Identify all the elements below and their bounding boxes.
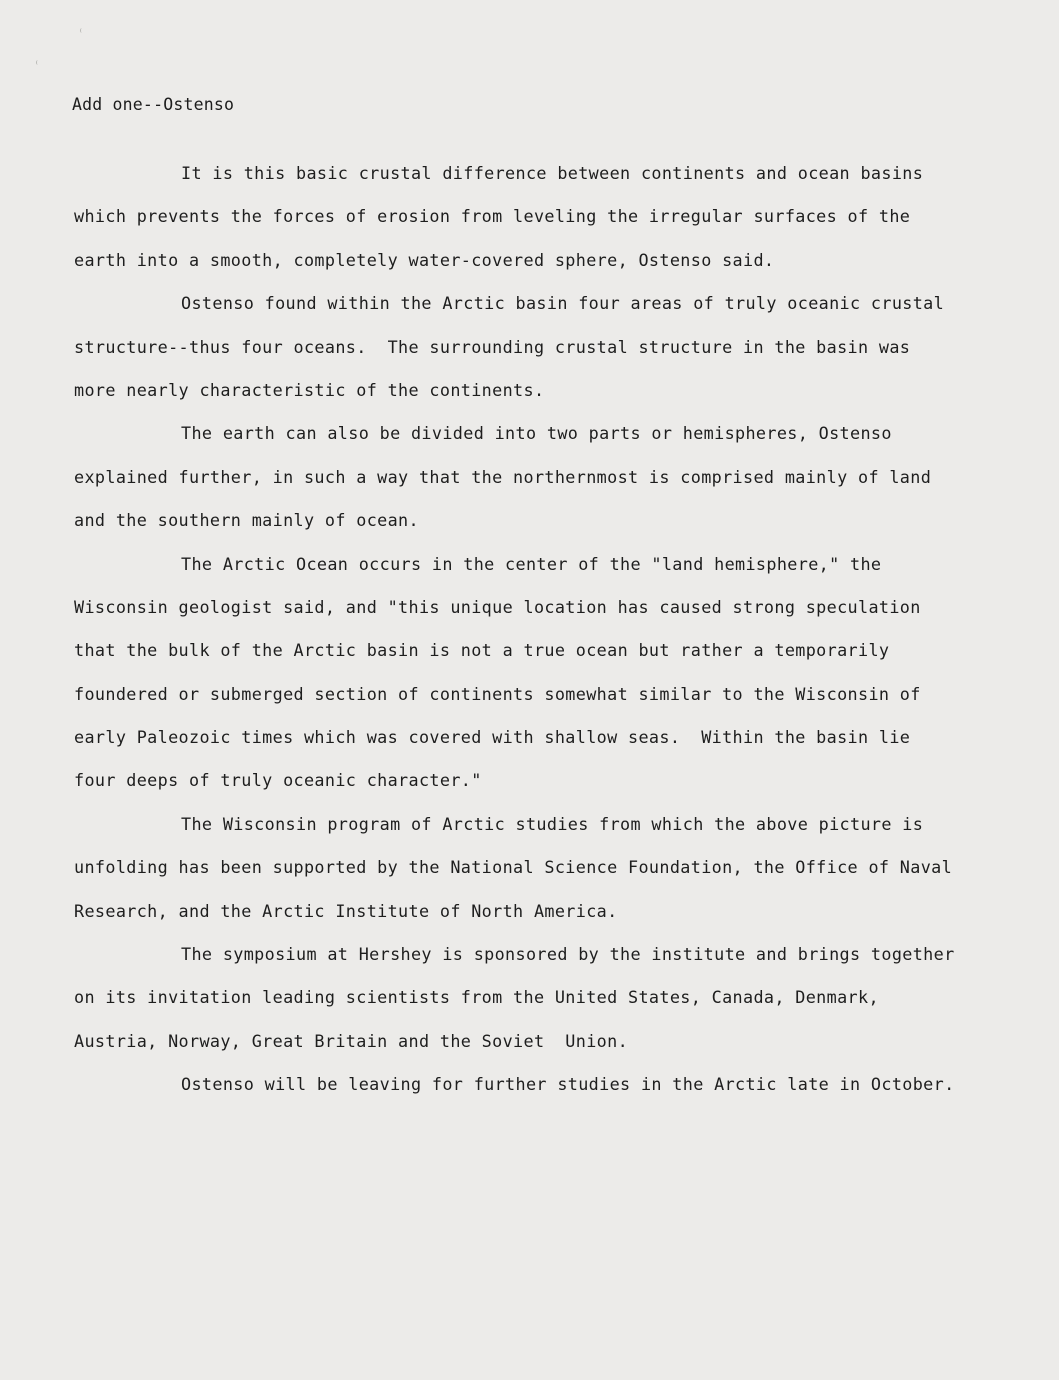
text-line: unfolding has been supported by the National Science Foundation, the Office of Naval xyxy=(74,857,953,878)
text-line: Ostenso found within the Arctic basin four areas of truly oceanic crustal xyxy=(181,293,945,314)
text-line: The Arctic Ocean occurs in the center of the "land hemisphere," the xyxy=(181,553,882,574)
text-line: structure--thus four oceans. The surrounding crustal structure in the basin was xyxy=(74,336,911,357)
paragraph xyxy=(74,412,994,542)
text-line: and the southern mainly of ocean. xyxy=(74,510,419,531)
paper-speck xyxy=(36,60,40,65)
paragraph xyxy=(74,933,994,1063)
text-line: explained further, in such a way that the northernmost is comprised mainly of land xyxy=(74,466,932,487)
paragraph xyxy=(74,543,994,803)
paper-speck xyxy=(80,28,84,33)
paragraph xyxy=(74,803,994,933)
text-line: Ostenso will be leaving for further studies in the Arctic late in October. xyxy=(181,1074,955,1095)
text-line: four deeps of truly oceanic character." xyxy=(74,770,482,791)
text-line: Austria, Norway, Great Britain and the Soviet Union. xyxy=(74,1030,629,1051)
text-line: Wisconsin geologist said, and "this unique location has caused strong speculation xyxy=(74,596,921,617)
document-body xyxy=(74,152,994,1107)
text-line: It is this basic crustal difference between continents and ocean basins xyxy=(181,163,924,183)
text-line: The Wisconsin program of Arctic studies from which the above picture is xyxy=(181,813,924,834)
text-line: that the bulk of the Arctic basin is not a true ocean but rather a temporarily xyxy=(74,640,890,661)
text-line: The earth can also be divided into two parts or hemispheres, Ostenso xyxy=(181,423,892,444)
paragraph xyxy=(74,152,994,282)
text-line: on its invitation leading scientists from the United States, Canada, Denmark, xyxy=(74,987,879,1008)
text-line: more nearly characteristic of the continents. xyxy=(74,379,545,400)
text-line: The symposium at Hershey is sponsored by the institute and brings together xyxy=(181,944,955,965)
text-line: which prevents the forces of erosion from leveling the irregular surfaces of the xyxy=(74,206,911,227)
text-line: early Paleozoic times which was covered with shallow seas. Within the basin lie xyxy=(74,727,911,748)
text-line: foundered or submerged section of continents somewhat similar to the Wisconsin of xyxy=(74,683,921,704)
paragraph xyxy=(74,1063,994,1106)
text-line: Research, and the Arctic Institute of North America. xyxy=(74,900,618,921)
paragraph xyxy=(74,282,994,412)
page-header: Add one--Ostenso xyxy=(72,95,235,114)
text-line: earth into a smooth, completely water-covered sphere, Ostenso said. xyxy=(74,249,775,270)
